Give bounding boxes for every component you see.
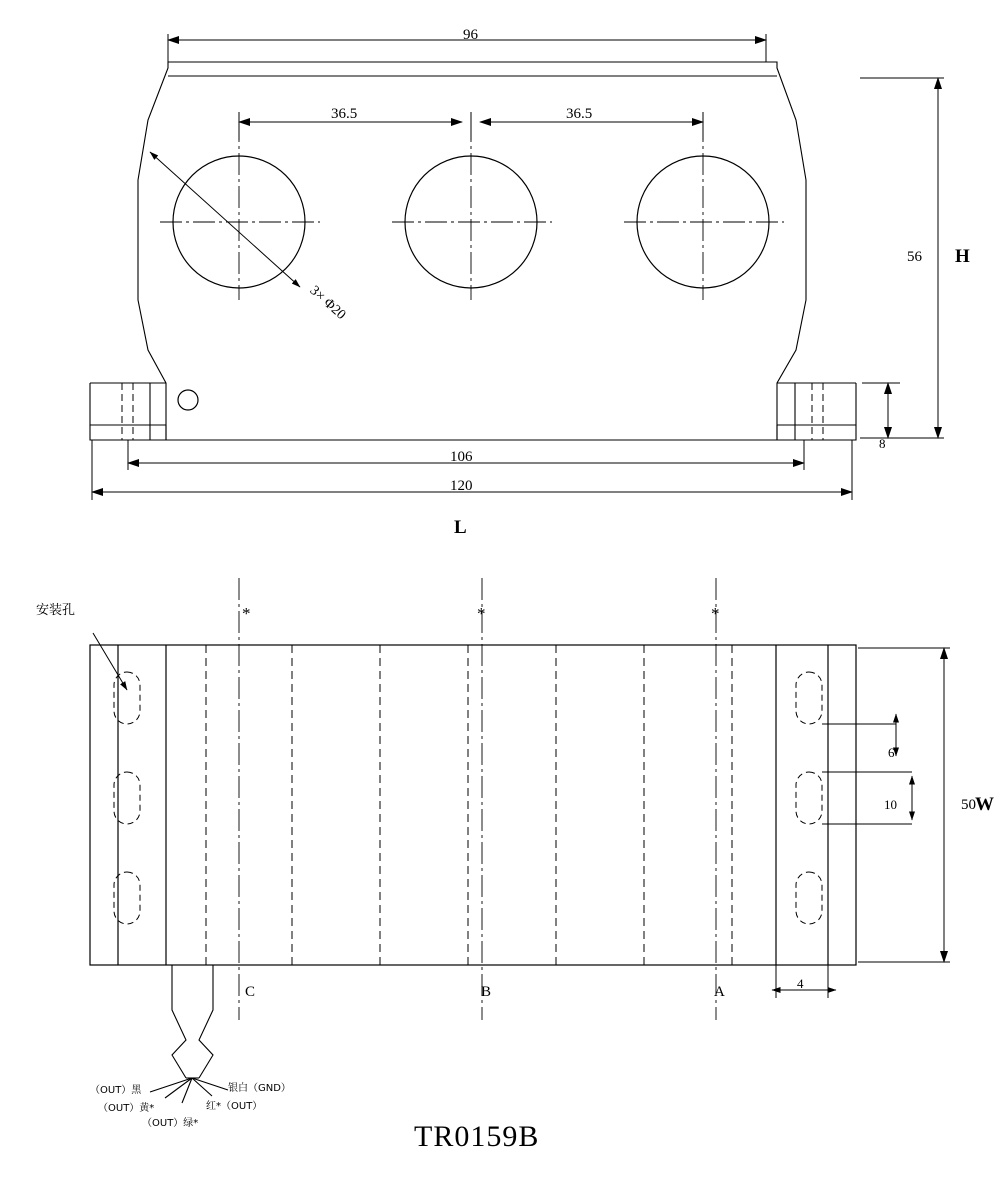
star-mark-b: *: [477, 604, 486, 623]
phase-label-c: C: [245, 984, 256, 1000]
wire-label-black: （OUT）黑: [90, 1085, 142, 1096]
mounting-hole-label: 安装孔: [36, 603, 76, 618]
front-view-centerlines: [239, 578, 716, 1020]
dim-10: [822, 772, 912, 824]
dim-label-50: 50: [961, 797, 976, 813]
dim-label-96: 96: [463, 27, 478, 43]
phase-label-b: B: [481, 984, 492, 1000]
dim-50-W: [858, 648, 950, 962]
dim-label-6: 6: [888, 745, 895, 760]
dim-pitch: [239, 112, 703, 140]
dim-6: [822, 714, 896, 772]
symbol-H: H: [955, 246, 970, 267]
star-mark-a: *: [711, 604, 720, 623]
symbol-W: W: [975, 794, 994, 815]
dim-label-106: 106: [450, 449, 473, 465]
dim-4: [772, 965, 836, 998]
front-view-hidden-lines: [206, 645, 732, 965]
dim-label-120: 120: [450, 478, 473, 494]
dim-label-4: 4: [797, 976, 804, 991]
bore-note-label: 3× Φ20: [306, 283, 349, 323]
wire-label-silver-gnd: 银白（GND）: [228, 1083, 291, 1094]
dim-label-56: 56: [907, 249, 922, 265]
dim-label-pitch-right: 36.5: [566, 106, 593, 122]
top-view-hidden-lines: [122, 383, 823, 440]
top-view-centerlines: [160, 120, 784, 300]
star-mark-c: *: [242, 604, 251, 623]
wire-label-yellow: （OUT）黄*: [98, 1103, 155, 1114]
dim-56-H: [860, 78, 944, 438]
drawing-title: TR0159B: [414, 1120, 540, 1153]
front-view-outline: [90, 645, 856, 965]
top-view-outline: [90, 62, 856, 440]
symbol-L: L: [454, 517, 467, 538]
dim-label-pitch-left: 36.5: [331, 106, 358, 122]
phase-label-a: A: [714, 984, 725, 1000]
dim-8: [862, 383, 900, 438]
leader-mounting-hole: [93, 633, 127, 690]
dim-label-8: 8: [879, 436, 886, 451]
wire-label-red-out: 红*（OUT）: [206, 1101, 263, 1112]
wire-label-green: （OUT）绿*: [142, 1118, 199, 1129]
cable-group: [150, 965, 228, 1103]
dim-label-10: 10: [884, 797, 897, 812]
